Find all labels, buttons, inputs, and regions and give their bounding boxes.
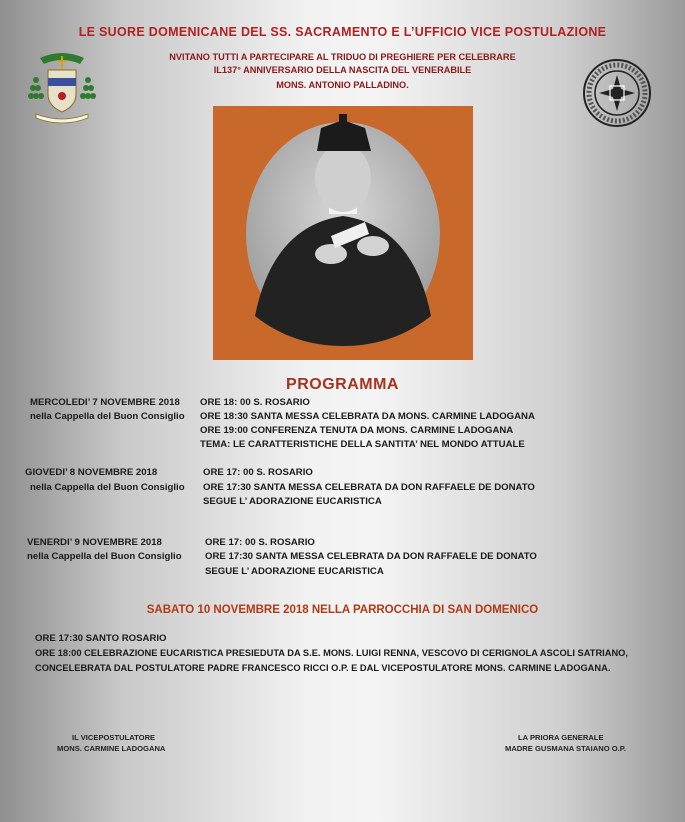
day-2-place: nella Cappella del Buon Consiglio xyxy=(30,482,185,493)
day-1-item-4: TEMA: LE CARATTERISTICHE DELLA SANTITA’ NEL MONDO ATTUALE xyxy=(200,439,525,450)
day-3-item-1: ORE 17: 00 S. ROSARIO xyxy=(205,537,315,548)
page-title: LE SUORE DOMENICANE DEL SS. SACRAMENTO E L’UFFICIO VICE POSTULAZIONE xyxy=(78,25,607,39)
day-1-item-3: ORE 19:00 CONFERENZA TENUTA DA MONS. CARMINE LADOGANA xyxy=(200,425,514,436)
sabato-line-1: ORE 17:30 SANTO ROSARIO xyxy=(35,633,167,644)
day-3-place: nella Cappella del Buon Consiglio xyxy=(27,551,182,562)
day-1-date: MERCOLEDI’ 7 NOVEMBRE 2018 xyxy=(30,397,180,408)
day-1-item-2: ORE 18:30 SANTA MESSA CELEBRATA DA MONS. CARMINE LADOGANA xyxy=(200,411,535,422)
day-3-date: VENERDI’ 9 NOVEMBRE 2018 xyxy=(27,537,162,548)
day-2-date: GIOVEDI’ 8 NOVEMBRE 2018 xyxy=(25,467,158,478)
signature-left-name: MONS. CARMINE LADOGANA xyxy=(57,744,166,753)
day-2-item-3: SEGUE L’ ADORAZIONE EUCARISTICA xyxy=(203,496,382,507)
sabato-line-3: CONCELEBRATA DAL POSTULATORE PADRE FRANCESCO RICCI O.P. E DAL VICEPOSTULATORE MONS. CARMINE LADOGANA. xyxy=(35,663,611,673)
invite-line-3: MONS. ANTONIO PALLADINO. xyxy=(276,80,409,90)
sabato-title: SABATO 10 NOVEMBRE 2018 NELLA PARROCCHIA DI SAN DOMENICO xyxy=(146,604,539,616)
signature-left-role: IL VICEPOSTULATORE xyxy=(72,733,156,742)
day-2-item-2: ORE 17:30 SANTA MESSA CELEBRATA DA DON RAFFAELE DE DONATO xyxy=(203,482,535,493)
signature-right-role: LA PRIORA GENERALE xyxy=(518,733,604,742)
invite-line-1: NVITANO TUTTI A PARTECIPARE AL TRIDUO DI PREGHIERE PER CELEBRARE xyxy=(169,52,516,62)
program-title: PROGRAMMA xyxy=(286,376,399,393)
day-1-place: nella Cappella del Buon Consiglio xyxy=(30,411,185,422)
signature-right-name: MADRE GUSMANA STAIANO O.P. xyxy=(505,744,626,753)
day-1-item-1: ORE 18: 00 S. ROSARIO xyxy=(200,397,310,408)
day-3-item-2: ORE 17:30 SANTA MESSA CELEBRATA DA DON RAFFAELE DE DONATO xyxy=(205,551,537,562)
sabato-line-2: ORE 18:00 CELEBRAZIONE EUCARISTICA PRESIEDUTA DA S.E. MONS. LUIGI RENNA, VESCOVO DI CERIGNOLA ASCOLI SATRIANO, xyxy=(35,648,628,658)
dominican-seal-icon xyxy=(582,58,652,128)
portrait-frame xyxy=(213,106,473,360)
invite-line-2: IL137° ANNIVERSARIO DELLA NASCITA DEL VENERABILE xyxy=(213,65,472,75)
coat-of-arms-icon xyxy=(26,50,98,126)
day-2-item-1: ORE 17: 00 S. ROSARIO xyxy=(203,467,313,478)
day-3-item-3: SEGUE L’ ADORAZIONE EUCARISTICA xyxy=(205,566,384,577)
